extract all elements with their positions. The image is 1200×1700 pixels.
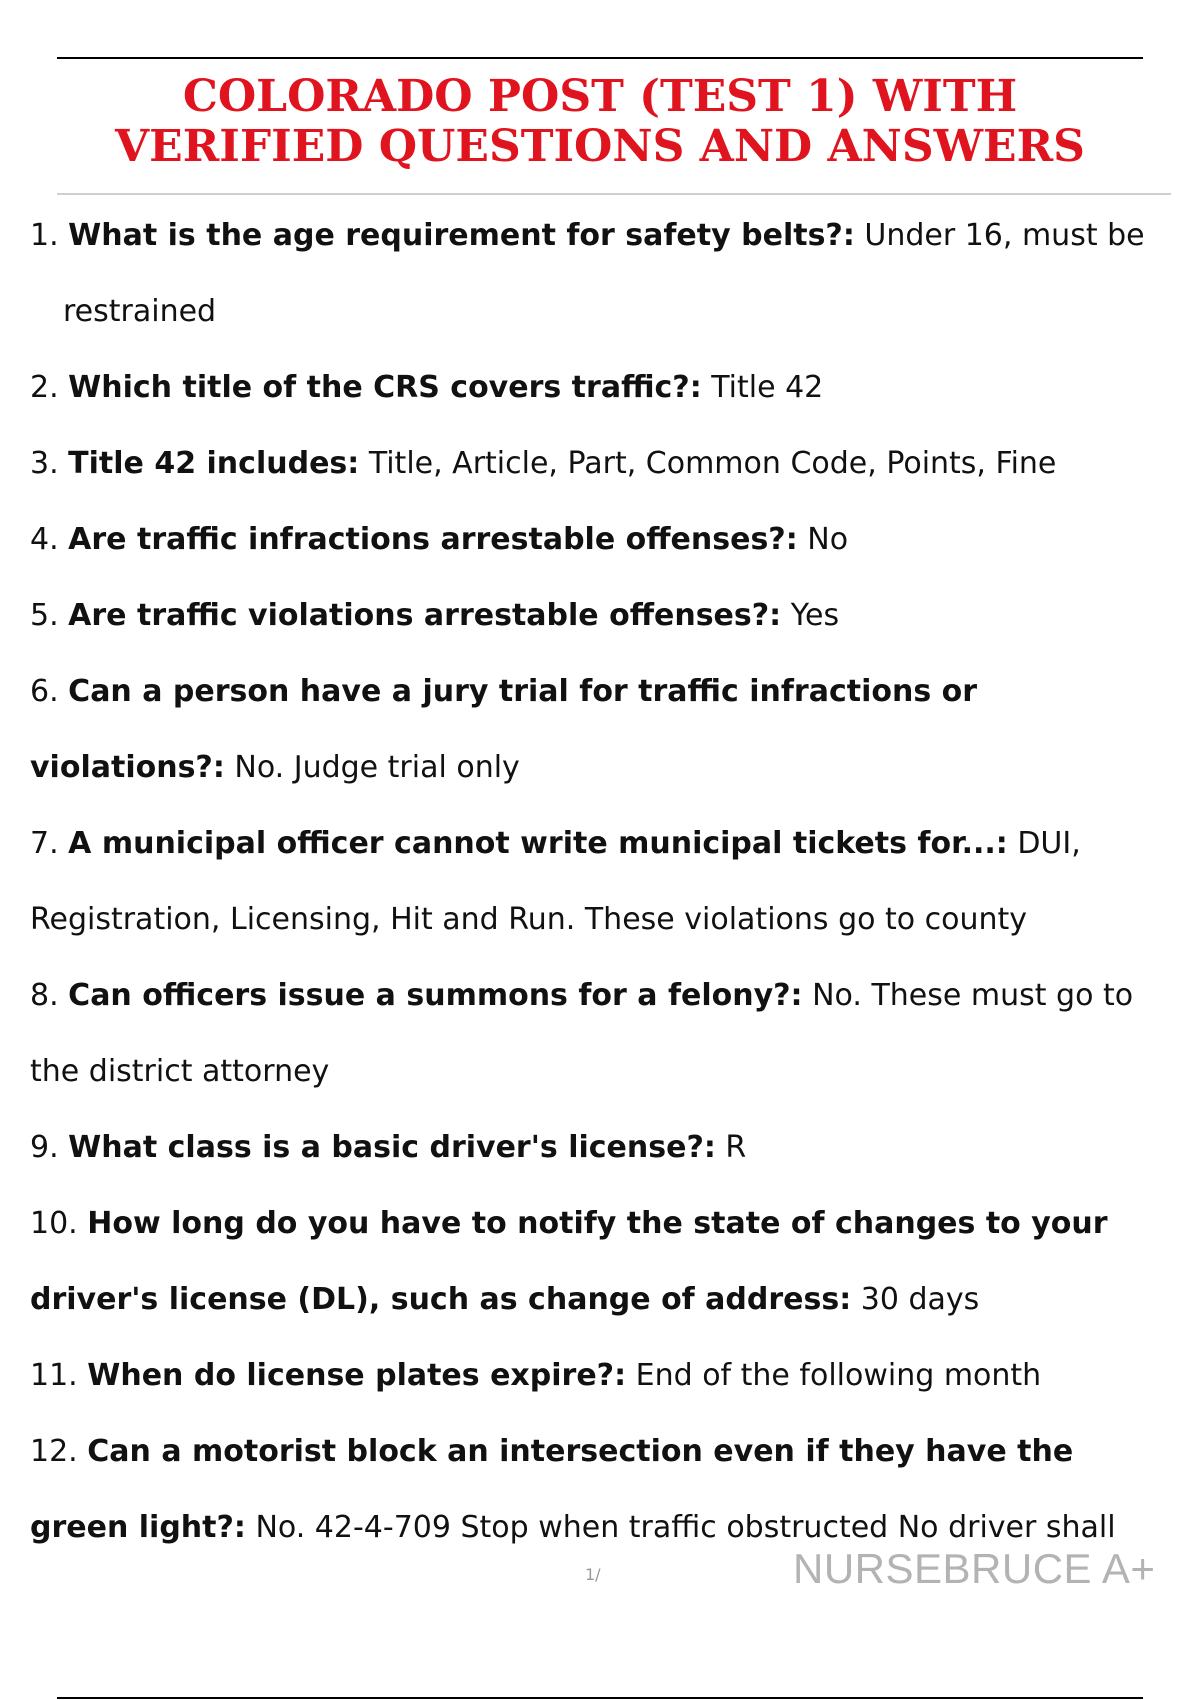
question-text: Can a person have a jury trial for traffic infractions or violations?: xyxy=(30,674,978,785)
qa-item-12 xyxy=(30,1414,1180,1566)
question-text: Are traffic violations arrestable offenses?: xyxy=(68,598,782,633)
bottom-rule xyxy=(57,1697,1143,1699)
item-number: 5. xyxy=(30,598,59,633)
item-number: 8. xyxy=(30,978,59,1013)
qa-item-3 xyxy=(30,426,1180,502)
qa-item-8 xyxy=(30,958,1180,1110)
question-text: When do license plates expire?: xyxy=(87,1358,627,1393)
question-text: Title 42 includes: xyxy=(68,446,360,481)
qa-item-2 xyxy=(30,350,1180,426)
qa-item-9 xyxy=(30,1110,1180,1186)
question-text: A municipal officer cannot write municipal tickets for...: xyxy=(68,826,1008,861)
watermark: NURSEBRUCE A+ xyxy=(793,1545,1156,1592)
item-number: 3. xyxy=(30,446,59,481)
item-number: 4. xyxy=(30,522,59,557)
item-number: 1. xyxy=(30,218,59,253)
question-text: Can officers issue a summons for a felony?: xyxy=(68,978,803,1013)
question-text: What is the age requirement for safety belts?: xyxy=(68,218,855,253)
question-text: Are traffic infractions arrestable offenses?: xyxy=(68,522,798,557)
qa-item-7 xyxy=(30,806,1180,958)
item-number: 12. xyxy=(30,1434,78,1469)
question-text: How long do you have to notify the state of changes to your driver's license (DL), such as change of address: xyxy=(30,1206,1108,1317)
title-divider xyxy=(57,193,1171,195)
answer-text: No. Judge trial only xyxy=(234,750,520,785)
answer-text: No. 42-4-709 Stop when traffic obstructed No driver shall xyxy=(255,1510,1116,1545)
answer-text: Yes xyxy=(790,598,840,633)
qa-item-10 xyxy=(30,1186,1180,1338)
question-text: Can a motorist block an intersection even if they have the green light?: xyxy=(30,1434,1074,1545)
answer-text: No xyxy=(807,522,849,557)
qa-item-1 xyxy=(30,198,1180,350)
answer-text: DUI, Registration, Licensing, Hit and Run. These violations go to county xyxy=(30,826,1081,937)
answer-text: 30 days xyxy=(860,1282,980,1317)
page-number: 1/ xyxy=(585,1565,601,1584)
item-number: 7. xyxy=(30,826,59,861)
answer-text: Under 16, must be restrained xyxy=(63,218,1145,329)
qa-item-6 xyxy=(30,654,1180,806)
item-number: 10. xyxy=(30,1206,78,1241)
qa-list xyxy=(30,198,1180,1566)
item-number: 11. xyxy=(30,1358,78,1393)
item-number: 2. xyxy=(30,370,59,405)
answer-text: Title 42 xyxy=(711,370,824,405)
answer-text: No. These must go to the district attorney xyxy=(30,978,1134,1089)
qa-item-11 xyxy=(30,1338,1180,1414)
document-title: COLORADO POST (TEST 1) WITH VERIFIED QUESTIONS AND ANSWERS xyxy=(115,71,1085,172)
question-text: Which title of the CRS covers traffic?: xyxy=(68,370,702,405)
answer-text: R xyxy=(725,1130,747,1165)
answer-text: Title, Article, Part, Common Code, Points, Fine xyxy=(368,446,1057,481)
answer-text: End of the following month xyxy=(635,1358,1042,1393)
qa-item-4 xyxy=(30,502,1180,578)
qa-item-5 xyxy=(30,578,1180,654)
item-number: 9. xyxy=(30,1130,59,1165)
question-text: What class is a basic driver's license?: xyxy=(68,1130,716,1165)
top-rule xyxy=(57,57,1143,59)
item-number: 6. xyxy=(30,674,59,709)
